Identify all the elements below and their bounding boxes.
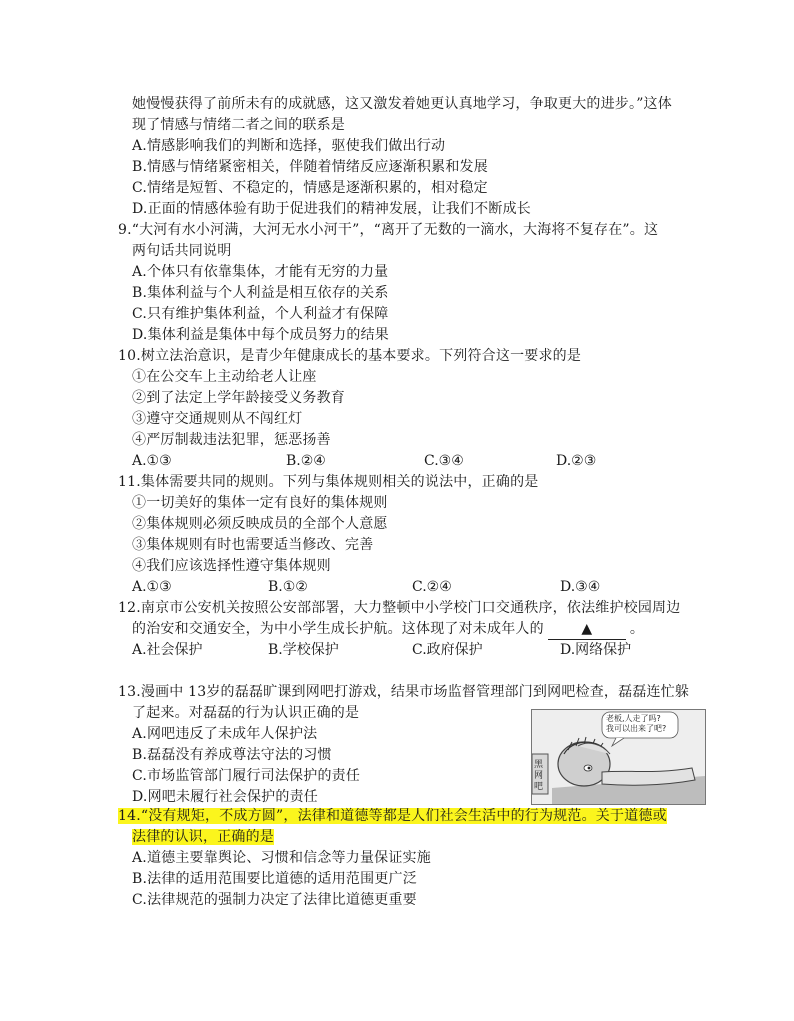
q14-option-b: B.法律的适用范围要比道德的适用范围更广泛	[132, 871, 417, 887]
q11-option-d: D.③④	[560, 579, 601, 595]
bubble-line-1: 老板,人走了吗?	[606, 714, 661, 723]
q11-option-c: C.②④	[412, 579, 452, 595]
q9-stem-line2: 两句话共同说明	[132, 243, 232, 259]
q8-option-a: A.情感影响我们的判断和选择，驱使我们做出行动	[132, 138, 446, 154]
q10-option-b: B.②④	[286, 453, 326, 469]
q9-option-c: C.只有维护集体利益，个人利益才有保障	[132, 306, 389, 322]
q11-item-2: ②集体规则必须反映成员的全部个人意愿	[132, 516, 388, 532]
q12-stem-line2	[132, 619, 644, 640]
q12-stem-end: 。	[629, 621, 645, 637]
q8-option-c: C.情绪是短暂、不稳定的，情感是逐渐积累的，相对稳定	[132, 180, 488, 196]
q10-option-c: C.③④	[424, 453, 464, 469]
blank-triangle-marker: ▲	[581, 621, 593, 637]
q8-option-d: D.正面的情感体验有助于促进我们的精神发展，让我们不断成长	[132, 201, 531, 217]
q12-answer-blank	[548, 619, 626, 640]
q11-item-3: ③集体规则有时也需要适当修改、完善	[132, 537, 374, 553]
q14-option-a: A.道德主要靠舆论、习惯和信念等力量保证实施	[132, 850, 431, 866]
q12-stem-text: 的治安和交通安全，为中小学生成长护航。这体现了对未成年人的	[132, 621, 544, 637]
q12-option-d: D.网络保护	[560, 642, 632, 658]
q14-highlight-1: 14.“没有规矩，不成方圆”，法律和道德等都是人们社会生活中的行为规范。关于道德或	[118, 808, 667, 824]
q8-stem-line1: 她慢慢获得了前所未有的成就感，这又激发着她更认真地学习，争取更大的进步。”这体	[132, 96, 672, 112]
q11-item-1: ①一切美好的集体一定有良好的集体规则	[132, 495, 388, 511]
q10-item-4: ④严厉制裁违法犯罪，惩恶扬善	[132, 432, 331, 448]
bubble-line-2: 我可以出来了吧?	[606, 724, 667, 733]
q13-option-b: B.磊磊没有养成尊法守法的习惯	[132, 747, 332, 763]
q11-option-b: B.①②	[268, 579, 308, 595]
q9-option-a: A.个体只有依靠集体，才能有无穷的力量	[132, 264, 389, 280]
cartoon-speech-bubble	[606, 714, 666, 734]
q13-stem-line2: 了起来。对磊磊的行为认识正确的是	[132, 705, 360, 721]
q9-stem-line1: 9.“大河有水小河满，大河无水小河干”，“离开了无数的一滴水，大海将不复存在”。这	[118, 222, 659, 238]
q10-option-d: D.②③	[556, 453, 597, 469]
q14-highlight-2: 法律的认识，正确的是	[132, 829, 274, 845]
cartoon-illustration	[531, 709, 706, 805]
q13-option-c: C.市场监管部门履行司法保护的责任	[132, 768, 361, 784]
q12-option-c: C.政府保护	[412, 642, 483, 658]
q11-stem: 11.集体需要共同的规则。下列与集体规则相关的说法中，正确的是	[118, 474, 539, 490]
q8-option-b: B.情感与情绪紧密相关，伴随着情绪反应逐渐积累和发展	[132, 159, 488, 175]
q10-stem: 10.树立法治意识，是青少年健康成长的基本要求。下列符合这一要求的是	[118, 348, 582, 364]
q9-option-b: B.集体利益与个人利益是相互依存的关系	[132, 285, 389, 301]
q10-option-a: A.①③	[132, 453, 172, 469]
q11-option-a: A.①③	[132, 579, 172, 595]
q10-item-2: ②到了法定上学年龄接受义务教育	[132, 390, 345, 406]
q13-option-a: A.网吧违反了未成年人保护法	[132, 726, 318, 742]
cartoon-sign-text: 黑网吧	[534, 760, 544, 792]
q12-option-b: B.学校保护	[268, 642, 339, 658]
q14-option-c: C.法律规范的强制力决定了法律比道德更重要	[132, 892, 417, 908]
q11-item-4: ④我们应该选择性遵守集体规则	[132, 558, 331, 574]
q10-item-3: ③遵守交通规则从不闯红灯	[132, 411, 303, 427]
q10-item-1: ①在公交车上主动给老人让座	[132, 369, 317, 385]
q8-stem-line2: 现了情感与情绪二者之间的联系是	[132, 117, 345, 133]
q14-stem-line1	[118, 806, 667, 826]
q13-stem-line1: 13.漫画中 13岁的磊磊旷课到网吧打游戏，结果市场监督管理部门到网吧检查，磊磊连忙躲	[118, 684, 690, 700]
q13-option-d: D.网吧未履行社会保护的责任	[132, 789, 318, 805]
q14-stem-line2	[132, 827, 274, 847]
q12-option-a: A.社会保护	[132, 642, 203, 658]
q9-option-d: D.集体利益是集体中每个成员努力的结果	[132, 327, 389, 343]
q12-stem-line1: 12.南京市公安机关按照公安部部署，大力整顿中小学校门口交通秩序，依法维护校园周边	[118, 600, 681, 616]
